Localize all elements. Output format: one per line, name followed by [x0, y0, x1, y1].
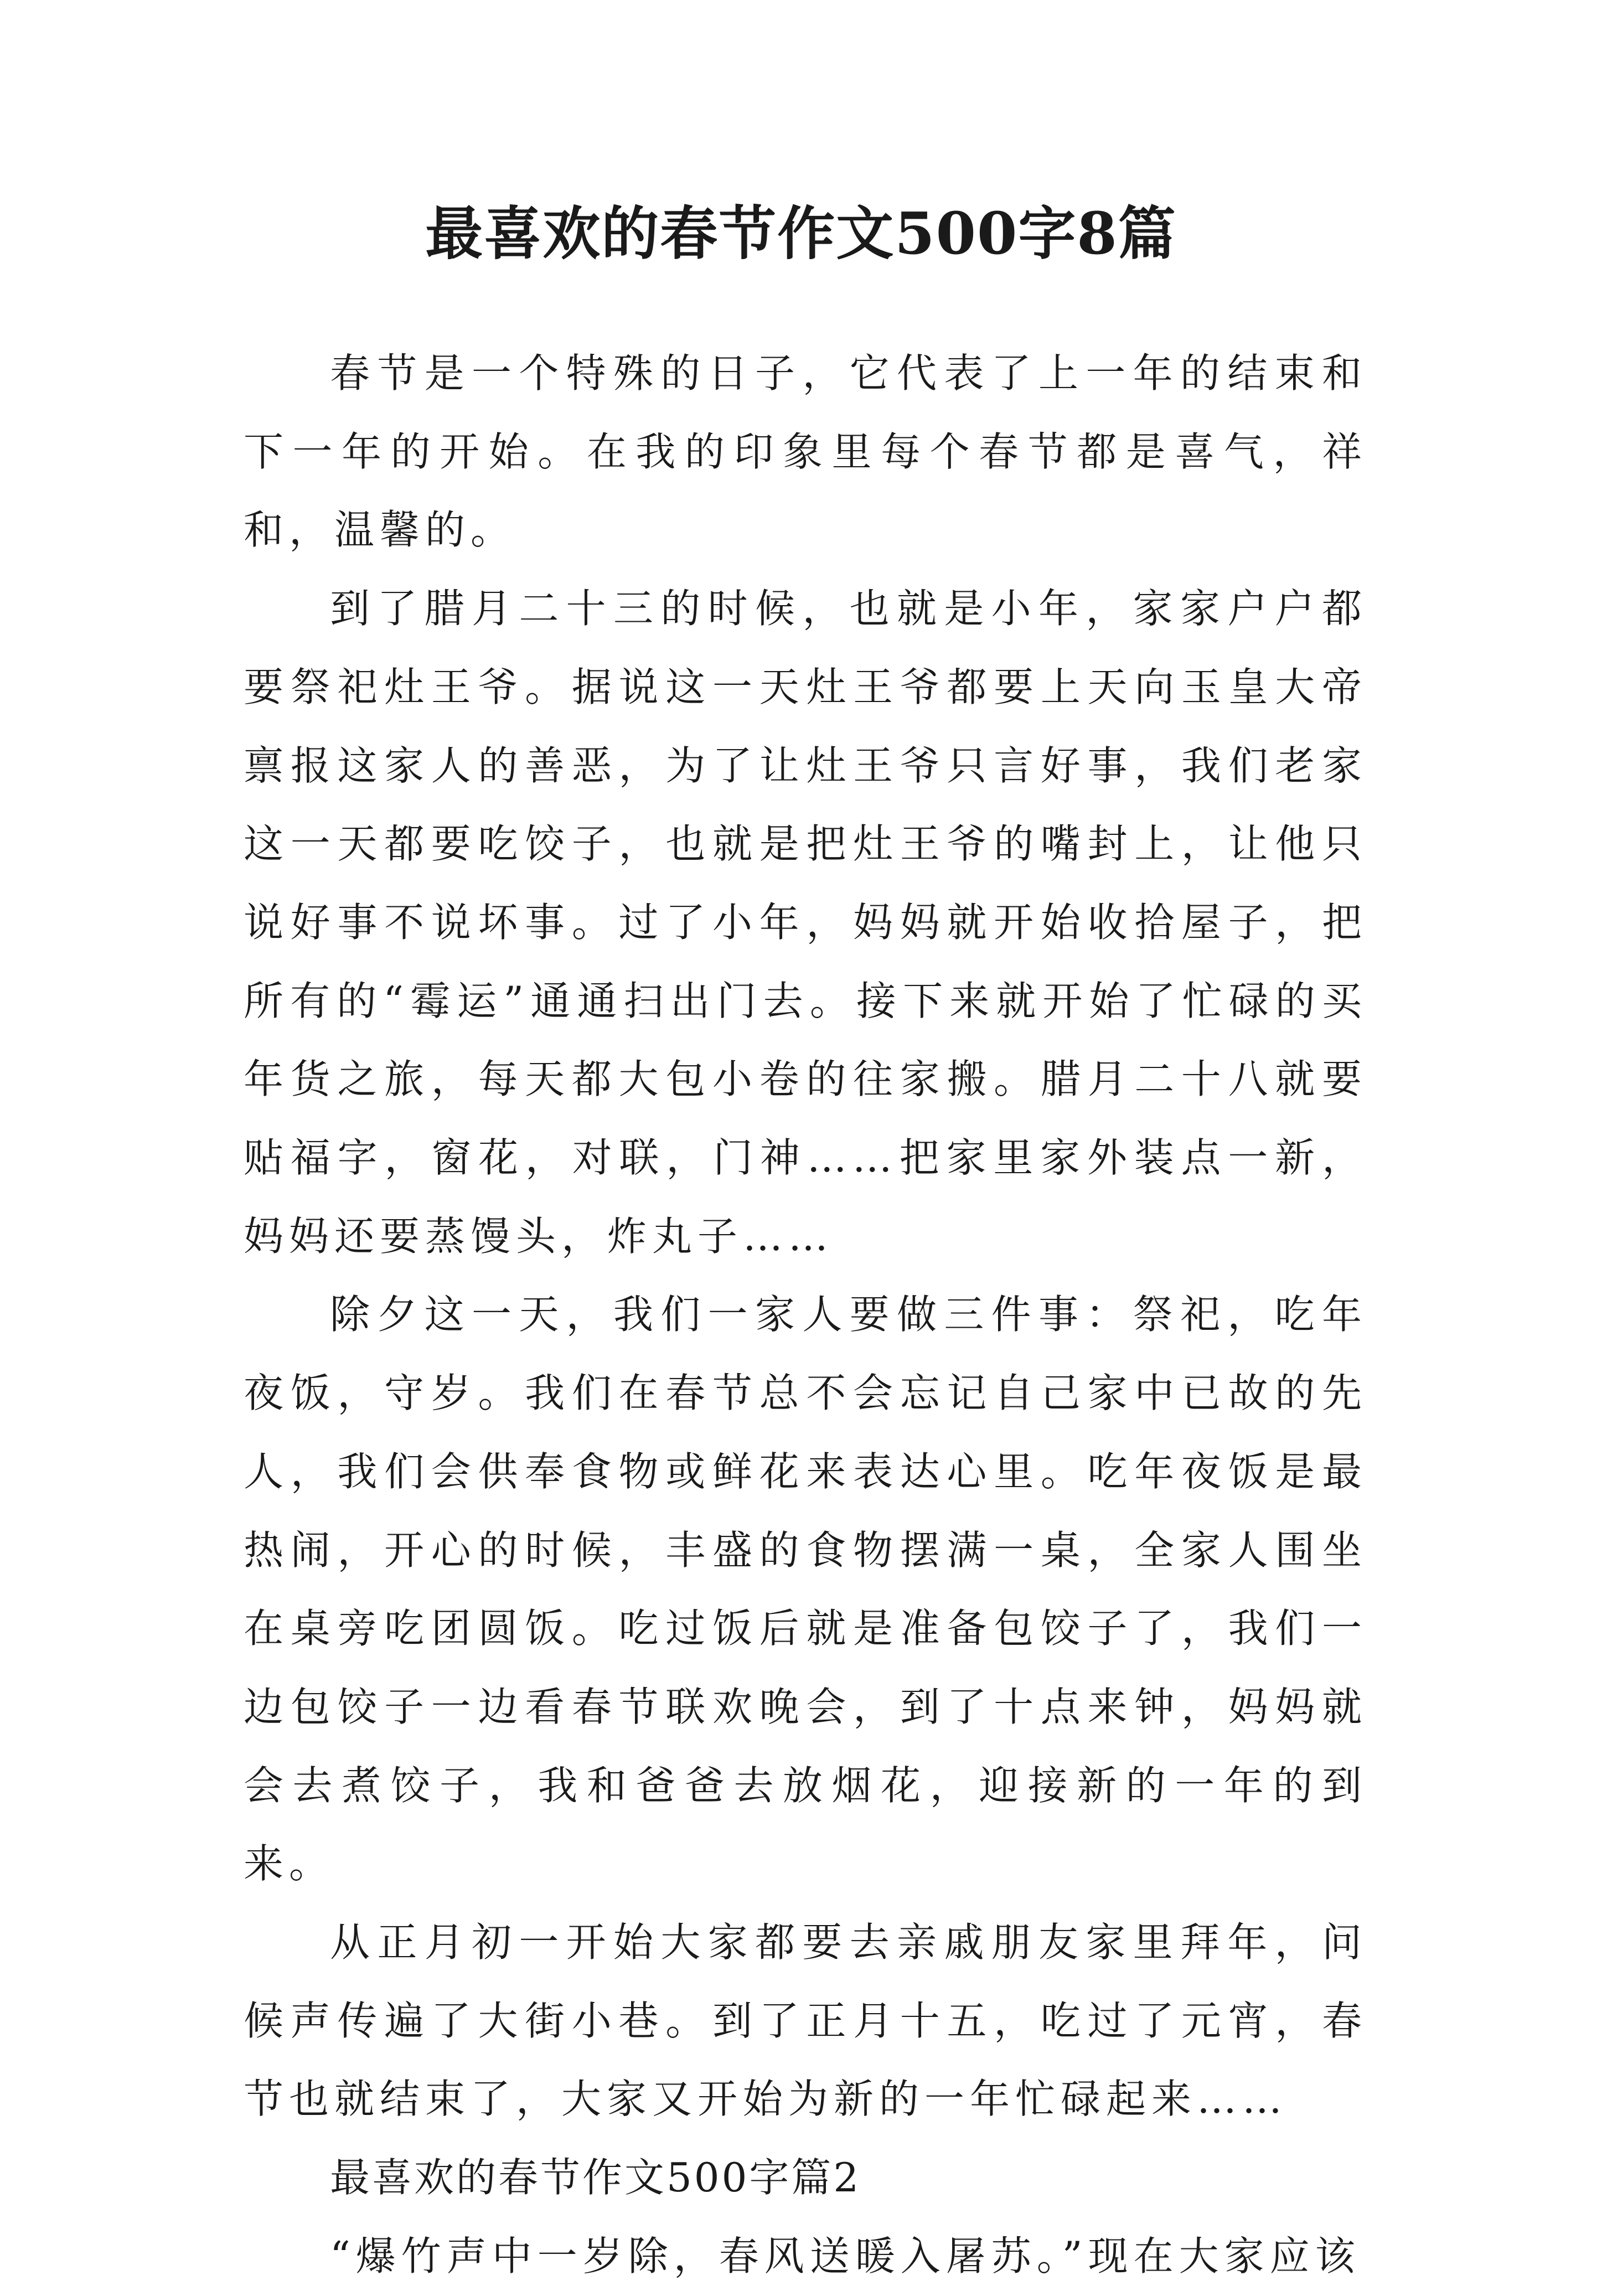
document-title: 最喜欢的春节作文500字8篇 [425, 199, 1177, 267]
paragraph: 从正月初一开始大家都要去亲戚朋友家里拜年，问候声传遍了大街小巷。到了正月十五，吃过了元宵，春节也就结束了，大家又开始为新的一年忙碌起来…… [244, 1919, 1367, 2123]
document-body [244, 334, 1367, 2296]
section-heading: 最喜欢的春节作文500字篇2 [330, 2154, 861, 2201]
paragraph: “爆竹声中一岁除，春风送暖入屠苏。”现在大家应该 [330, 2232, 1361, 2279]
paragraph: 除夕这一天，我们一家人要做三件事：祭祀，吃年夜饭，守岁。我们在春节总不会忘记自己家中已故的先人，我们会供奉食物或鲜花来表达心里。吃年夜饭是最热闹，开心的时候，丰盛的食物摆满一桌，全家人围坐在桌旁吃团圆饭。吃过饭后就是准备包饺子了，我们一边包饺子一边看春节联欢晚会，到了十点来钟，妈妈就会去煮饺子，我和爸爸去放烟花，迎接新的一年的到来。 [244, 1291, 1367, 1887]
paragraph: 春节是一个特殊的日子，它代表了上一年的结束和下一年的开始。在我的印象里每个春节都是喜气，祥和，温馨的。 [244, 350, 1367, 554]
paragraph: 到了腊月二十三的时候，也就是小年，家家户户都要祭祀灶王爷。据说这一天灶王爷都要上天向玉皇大帝禀报这家人的善恶，为了让灶王爷只言好事，我们老家这一天都要吃饺子，也就是把灶王爷的嘴封上，让他只说好事不说坏事。过了小年，妈妈就开始收拾屋子，把所有的“霉运”通通扫出门去。接下来就开始了忙碌的买年货之旅，每天都大包小卷的往家搬。腊月二十八就要贴福字，窗花，对联，门神……把家里家外装点一新，妈妈还要蒸馒头，炸丸子…… [244, 585, 1367, 1260]
